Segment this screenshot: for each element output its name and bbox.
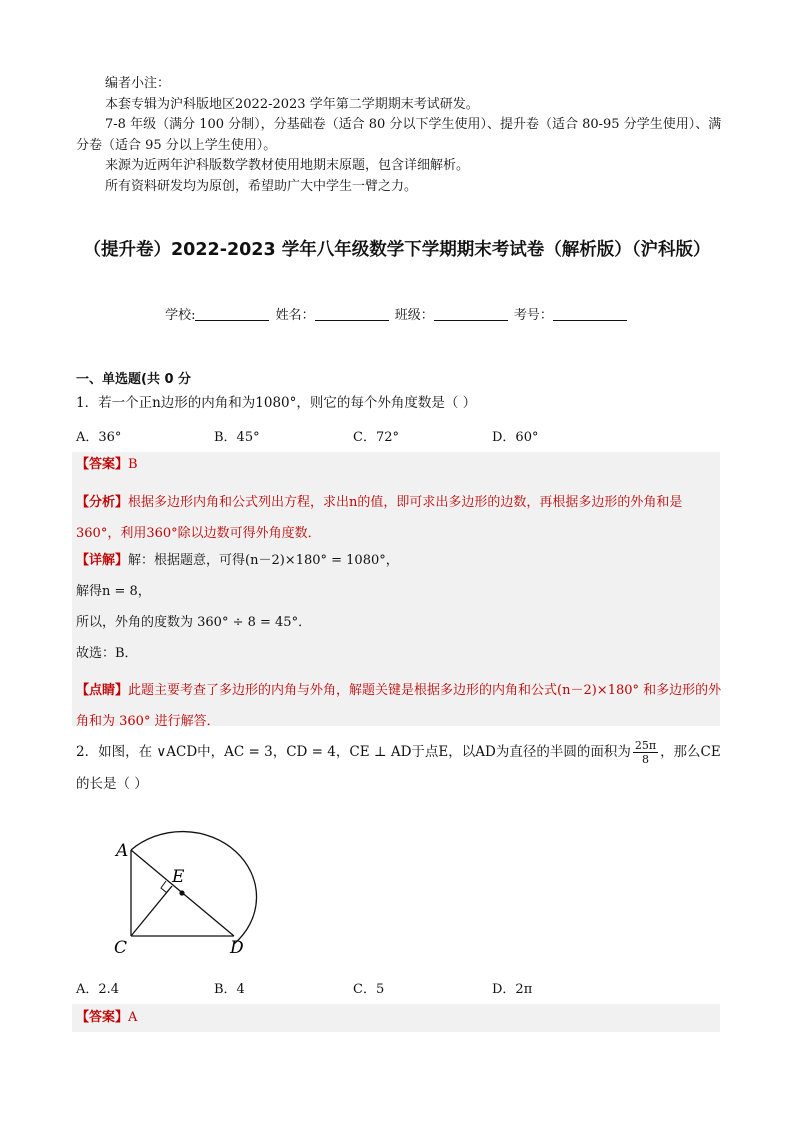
note-line-4: 所有资料研发均为原创，希望助广大中学生一臂之力。 — [105, 178, 418, 194]
student-info-fields — [0, 304, 794, 323]
number-blank[interactable] — [553, 307, 627, 321]
q1-option-a: A．36° — [76, 430, 122, 445]
q1-comment-tag: 【点睛】 — [76, 683, 129, 698]
q2-figure — [108, 828, 258, 964]
q1-stem: 1．若一个正n边形的内角和为1080°，则它的每个外角度数是（ ） — [76, 395, 477, 411]
q1-analysis-text: 根据多边形内角和公式列出方程，求出n的值，即可求出多边形的边数，再根据多边形的外角和是 360°，利用360°除以边数可得外角度数． — [76, 495, 683, 541]
center-point — [179, 890, 184, 895]
q1-option-b: B．45° — [214, 430, 260, 445]
q1-option-c: C．72° — [353, 430, 399, 445]
label-d: D — [230, 938, 244, 958]
class-blank[interactable] — [434, 307, 508, 321]
q2-frac-num: 25π — [634, 739, 657, 752]
section-heading: 一、单选题(共 0 分 — [76, 372, 192, 387]
q2-option-c: C．5 — [353, 982, 385, 997]
q1-detail-line-3: 所以，外角的度数为 360° ÷ 8 = 45°． — [76, 615, 312, 630]
q2-answer-value: A — [128, 1010, 138, 1025]
note-line-1: 本套专辑为沪科版地区2022-2023 学年第二学期期末考试研发。 — [105, 96, 479, 112]
q2-stem-part-c: 的长是（ ） — [76, 776, 148, 792]
label-e: E — [172, 867, 185, 887]
q1-comment-text: 此题主要考查了多边形的内角与外角，解题关键是根据多边形的内角和公式(n－2)×180° 和多边形的外角和为 360° 进行解答． — [76, 683, 722, 729]
q1-answer — [76, 455, 722, 475]
q2-option-a: A．2.4 — [76, 982, 120, 997]
q2-frac-den: 8 — [641, 753, 649, 766]
q1-detail-line-4: 故选：B． — [76, 646, 138, 661]
q2-option-b: B．4 — [214, 982, 245, 997]
q1-answer-value: B — [128, 457, 138, 472]
q1-detail-line-1: 解：根据题意，可得(n－2)×180° = 1080°， — [128, 553, 399, 568]
q1-answer-tag: 【答案】 — [76, 457, 129, 472]
note-line-2: 7-8 年级（满分 100 分制），分基础卷（适合 80 分以下学生使用）、提升卷（适合 80-95 分学生使用）、满分卷（适合 95 分以上学生使用）。 — [76, 117, 722, 153]
semicircle-arc — [131, 832, 257, 944]
label-a: A — [116, 841, 129, 861]
editor-note — [76, 74, 726, 197]
school-blank[interactable] — [195, 307, 269, 321]
q1-detail — [76, 551, 722, 571]
q2-answer-tag: 【答案】 — [76, 1010, 129, 1025]
q2-stem-part-b: ，那么CE — [660, 744, 721, 760]
q1-comment — [76, 675, 722, 737]
label-c: C — [114, 938, 128, 958]
q1-analysis — [76, 487, 722, 549]
q2-area-fraction — [633, 739, 658, 766]
note-heading: 编者小注： — [105, 76, 171, 91]
name-blank[interactable] — [315, 307, 389, 321]
school-label: 学校: — [165, 308, 196, 323]
q2-option-d: D．2π — [492, 982, 533, 997]
q1-detail-tag: 【详解】 — [76, 553, 129, 568]
q2-stem — [76, 736, 726, 800]
q1-detail-line-2: 解得n = 8， — [76, 584, 151, 599]
q1-analysis-tag: 【分析】 — [76, 495, 129, 510]
class-label: 班级： — [394, 308, 434, 323]
number-label: 考号： — [513, 308, 553, 323]
q2-stem-part-a: 2．如图，在 ∨ACD中，AC = 3，CD = 4，CE ⊥ AD于点E，以AD为直径的半圆的面积为 — [76, 744, 631, 760]
note-line-3: 来源为近两年沪科版数学教材使用地期末原题，包含详细解析。 — [105, 158, 470, 173]
exam-title: （提升卷）2022-2023 学年八年级数学下学期期末考试卷（解析版）（沪科版） — [83, 240, 711, 260]
segment-ce — [131, 886, 172, 936]
right-angle-marker — [161, 881, 167, 893]
q2-answer — [76, 1008, 722, 1028]
name-label: 姓名： — [275, 308, 315, 323]
q1-option-d: D．60° — [492, 430, 539, 445]
